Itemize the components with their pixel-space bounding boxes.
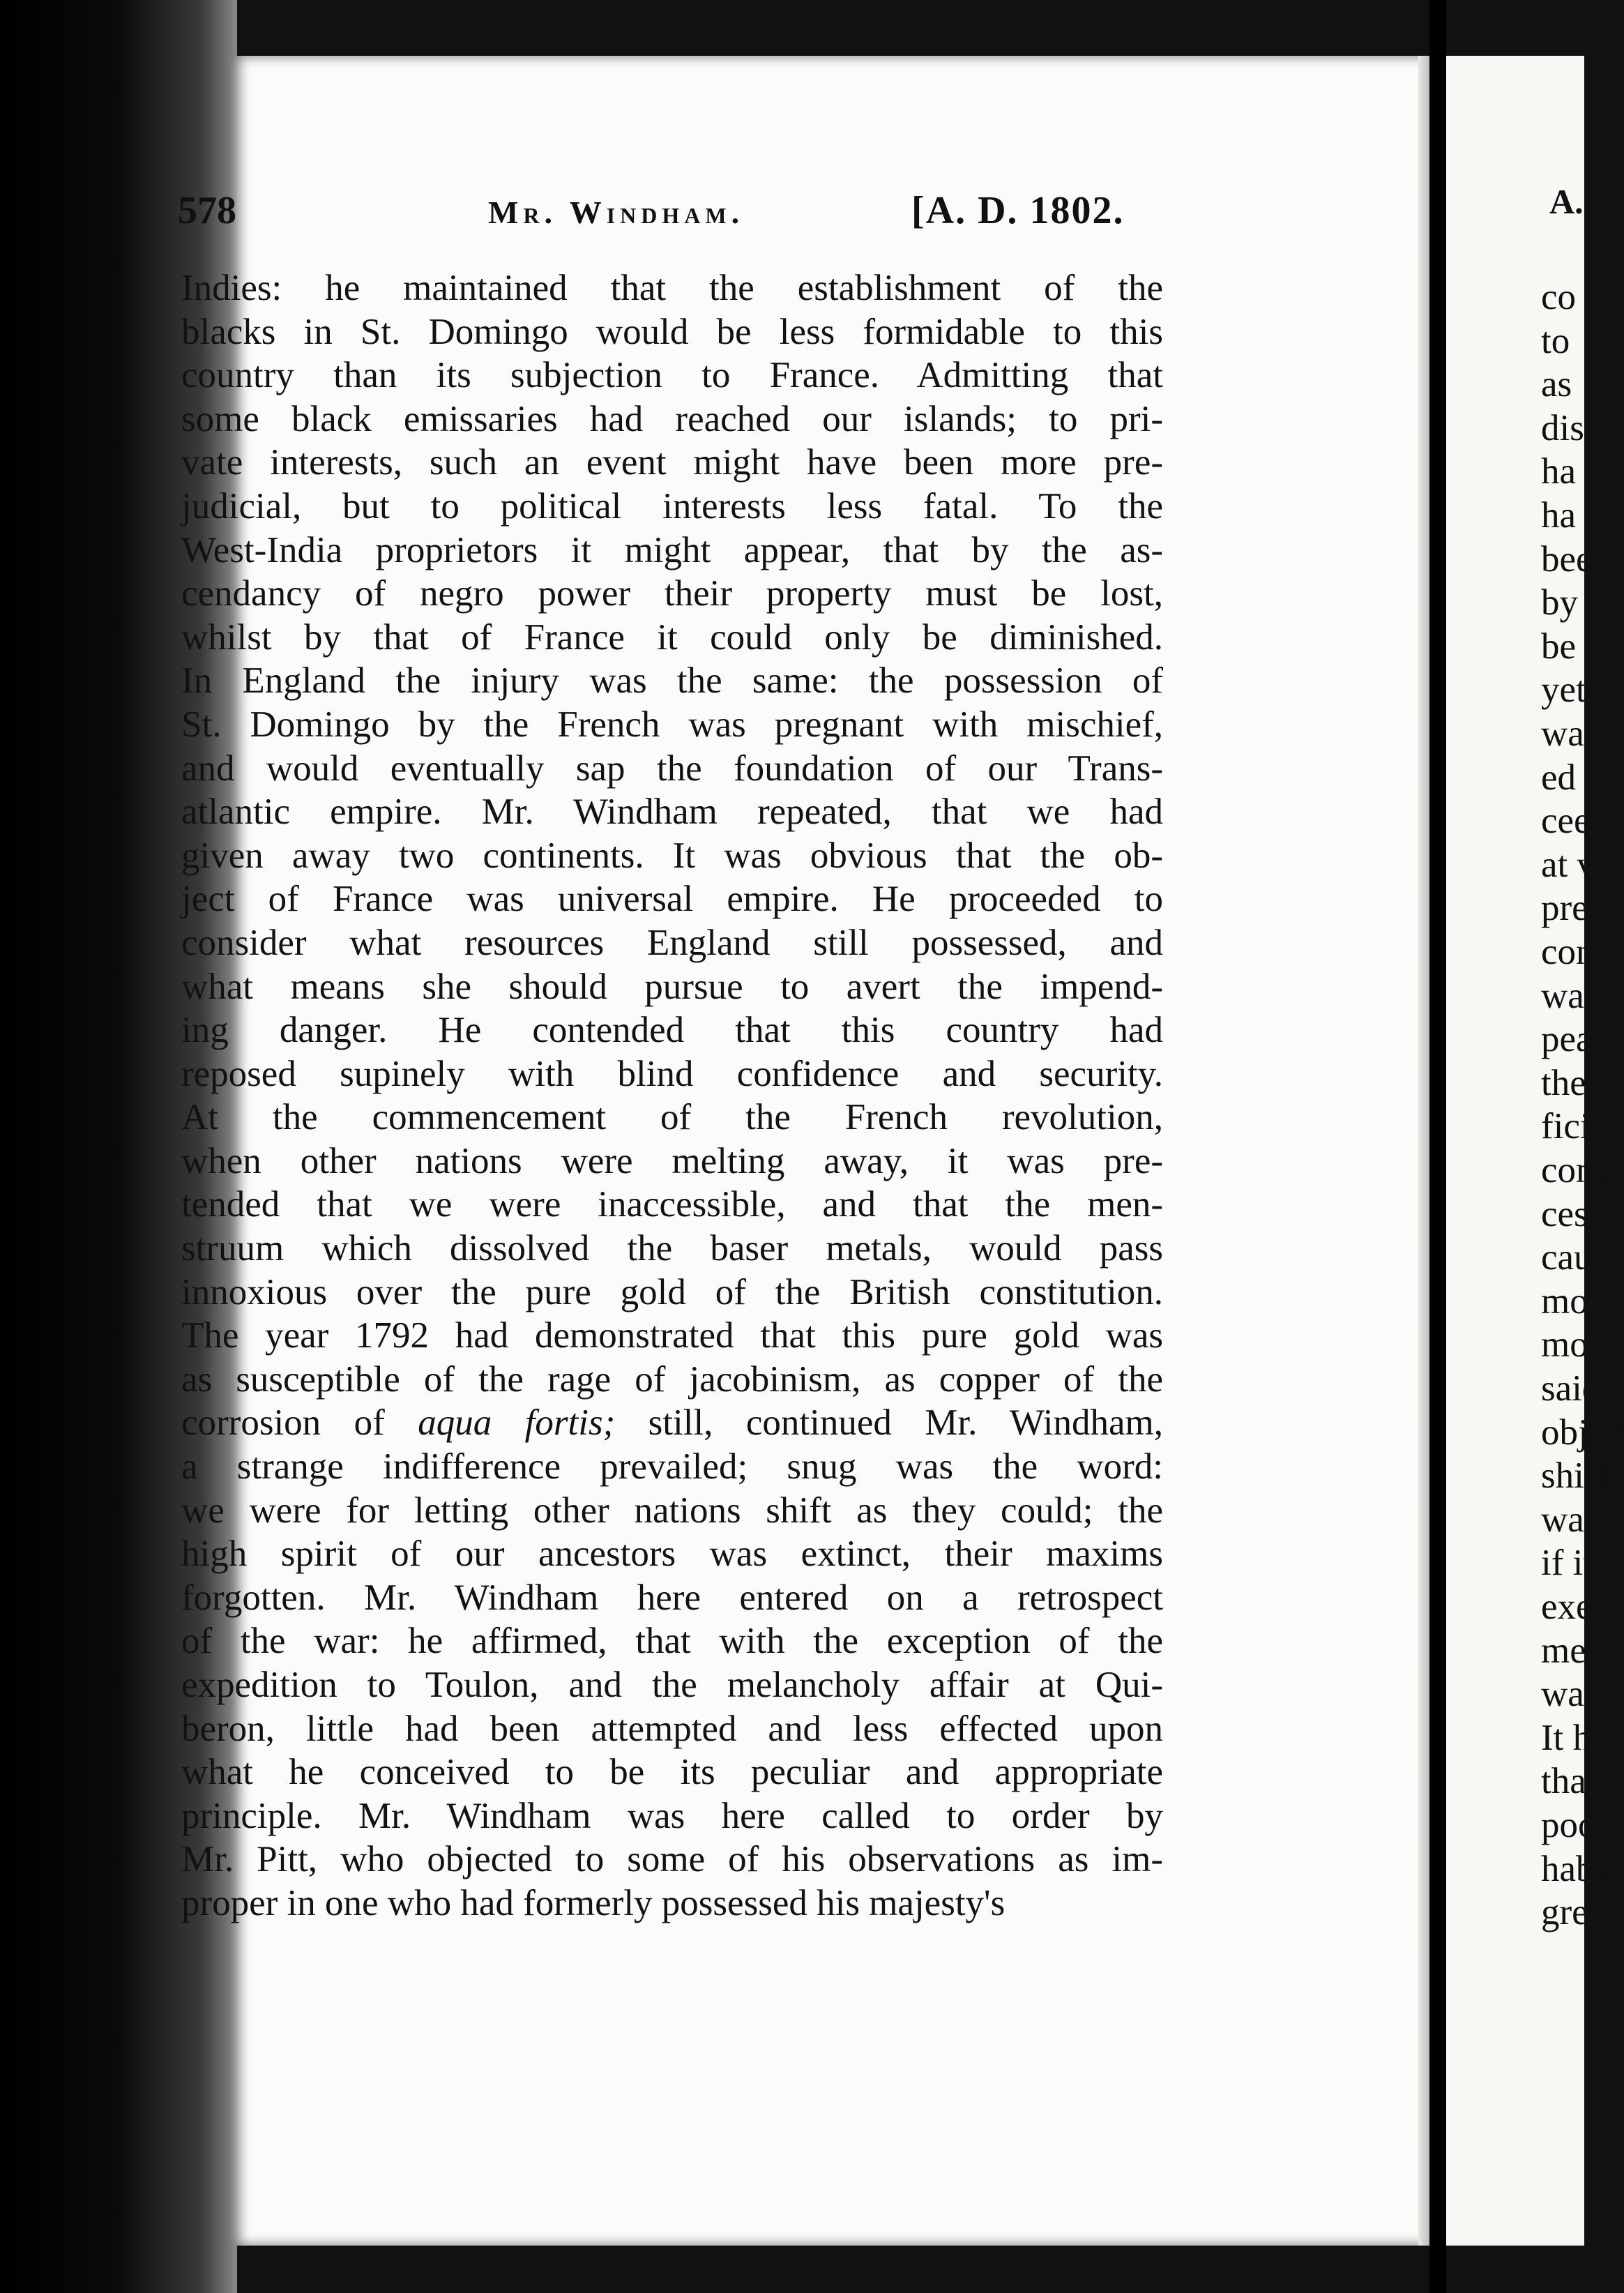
text-line: expedition to Toulon, and the melancholy affair at Qui-	[181, 1665, 1163, 1705]
text-line: what means she should pursue to avert the impend-	[181, 966, 1163, 1007]
text-line: of the war: he affirmed, that with the exception of the	[181, 1621, 1163, 1662]
page-edge	[1418, 56, 1429, 2246]
facing-line-fragment: by	[1541, 582, 1578, 623]
facing-line-fragment: war	[1541, 1499, 1597, 1540]
text-line: reposed supinely with blind confidence and security.	[181, 1053, 1163, 1094]
page-header	[0, 188, 1584, 244]
text-line: In England the injury was the same: the possession of	[181, 660, 1163, 702]
text-line: cendancy of negro power their property must be lost,	[181, 573, 1163, 614]
text-line: some black emissaries had reached our islands; to pri-	[181, 398, 1163, 439]
facing-line-fragment: that t	[1541, 1761, 1616, 1802]
facing-line-fragment: habit	[1541, 1848, 1615, 1889]
facing-line-fragment: ha	[1541, 495, 1577, 536]
text-line: high spirit of our ancestors was extinct, their maxims	[181, 1534, 1163, 1575]
date-mark: [A. D. 1802.	[911, 189, 1125, 232]
facing-line-fragment: ha	[1541, 451, 1577, 492]
text-line: St. Domingo by the French was pregnant with mischief,	[181, 704, 1163, 745]
text-line: consider what resources England still possessed, and	[181, 922, 1163, 963]
facing-line-fragment: dis	[1541, 407, 1584, 448]
scan-gutter-middle	[1429, 0, 1446, 2293]
facing-line-fragment: objec	[1541, 1412, 1621, 1453]
text-line: judicial, but to political interests less fatal. To the	[181, 485, 1163, 527]
text-line: tended that we were inaccessible, and that the men-	[181, 1184, 1163, 1225]
facing-line-fragment: yet	[1541, 669, 1586, 711]
facing-line-fragment: was a	[1541, 1674, 1624, 1715]
text-line: ing danger. He contended that this country had	[181, 1010, 1163, 1051]
facing-line-fragment: if it v	[1541, 1543, 1621, 1584]
text-line: blacks in St. Domingo would be less formidable to this	[181, 311, 1163, 352]
facing-line-fragment: con	[1541, 932, 1595, 972]
facing-line-fragment: co	[1541, 277, 1577, 317]
text-line: given away two continents. It was obvious that the ob-	[181, 835, 1163, 876]
facing-line-fragment: bee	[1541, 538, 1593, 580]
facing-line-fragment: cee	[1541, 801, 1591, 842]
facing-line-fragment: ficie	[1541, 1106, 1607, 1147]
text-line: when other nations were melting away, it was pre-	[181, 1140, 1163, 1181]
text-line: principle. Mr. Windham was here called to order by	[181, 1795, 1163, 1836]
text-line: whilst by that of France it could only be diminished.	[181, 616, 1163, 658]
facing-line-fragment: to	[1541, 320, 1570, 361]
facing-line-fragment: the	[1541, 1062, 1586, 1103]
text-line: forgotten. Mr. Windham here entered on a retrospect	[181, 1577, 1163, 1618]
facing-line-fragment: at v	[1541, 844, 1595, 885]
text-line: At the commencement of the French revolution,	[181, 1097, 1163, 1138]
text-line: what he conceived to be its peculiar and appropriate	[181, 1752, 1163, 1793]
body-text	[181, 266, 1163, 1925]
text-line: ject of France was universal empire. He proceeded to	[181, 879, 1163, 920]
text-line: we were for letting other nations shift as they could; the	[181, 1490, 1163, 1531]
facing-line-fragment: said,	[1541, 1368, 1610, 1409]
text-line: corrosion of aqua fortis; still, continued Mr. Windham,	[181, 1402, 1164, 1444]
facing-line-fragment: poor;	[1541, 1805, 1619, 1845]
facing-running-head: A.	[1549, 182, 1584, 221]
text-line: struum which dissolved the baser metals, would pass	[181, 1228, 1163, 1269]
facing-line-fragment: com	[1541, 1150, 1605, 1190]
facing-line-fragment: most	[1541, 1280, 1614, 1322]
text-line: and would eventually sap the foundation of our Trans-	[181, 748, 1163, 789]
text-line: country than its subjection to France. Admitting that	[181, 355, 1163, 396]
text-line: Indies: he maintained that the establishment of the	[181, 268, 1163, 308]
facing-line-fragment: It ha	[1541, 1717, 1608, 1758]
facing-line-fragment: cess	[1541, 1193, 1603, 1234]
facing-line-fragment: caus	[1541, 1237, 1607, 1278]
facing-line-fragment: war,	[1541, 975, 1604, 1016]
italic-phrase: aqua fortis;	[418, 1402, 616, 1444]
text-line: West-India proprietors it might appear, that by the as-	[181, 529, 1163, 570]
facing-line-fragment: was	[1541, 713, 1599, 754]
text-line: proper in one who had formerly possessed his majesty's	[181, 1882, 1005, 1923]
facing-line-fragment: peac	[1541, 1019, 1609, 1060]
text-line: vate interests, such an event might have been more pre-	[181, 442, 1163, 483]
text-line: beron, little had been attempted and less effected upon	[181, 1708, 1163, 1749]
facing-line-fragment: great	[1541, 1892, 1615, 1933]
text-line: innoxious over the pure gold of the British constitution.	[181, 1271, 1163, 1312]
facing-line-fragment: ed	[1541, 757, 1577, 798]
facing-line-fragment: pre	[1541, 888, 1588, 929]
text-line: The year 1792 had demonstrated that this pure gold was	[181, 1315, 1163, 1356]
text-line: a strange indifference prevailed; snug was the word:	[181, 1446, 1163, 1488]
facing-line-fragment: most	[1541, 1324, 1614, 1365]
facing-line-fragment: exert	[1541, 1587, 1615, 1627]
page-number: 578	[178, 189, 236, 232]
facing-line-fragment: be	[1541, 626, 1577, 667]
text-line: Mr. Pitt, who objected to some of his observations as im-	[181, 1839, 1163, 1880]
facing-page	[1446, 56, 1624, 2246]
facing-line-fragment: as	[1541, 364, 1572, 405]
text-line: as susceptible of the rage of jacobinism, as copper of the	[181, 1359, 1163, 1400]
running-title: Mr. Windham.	[488, 195, 745, 230]
facing-line-fragment: mean	[1541, 1630, 1621, 1671]
facing-line-fragment: shilli	[1541, 1455, 1616, 1497]
text-line: atlantic empire. Mr. Windham repeated, that we had	[181, 792, 1163, 833]
